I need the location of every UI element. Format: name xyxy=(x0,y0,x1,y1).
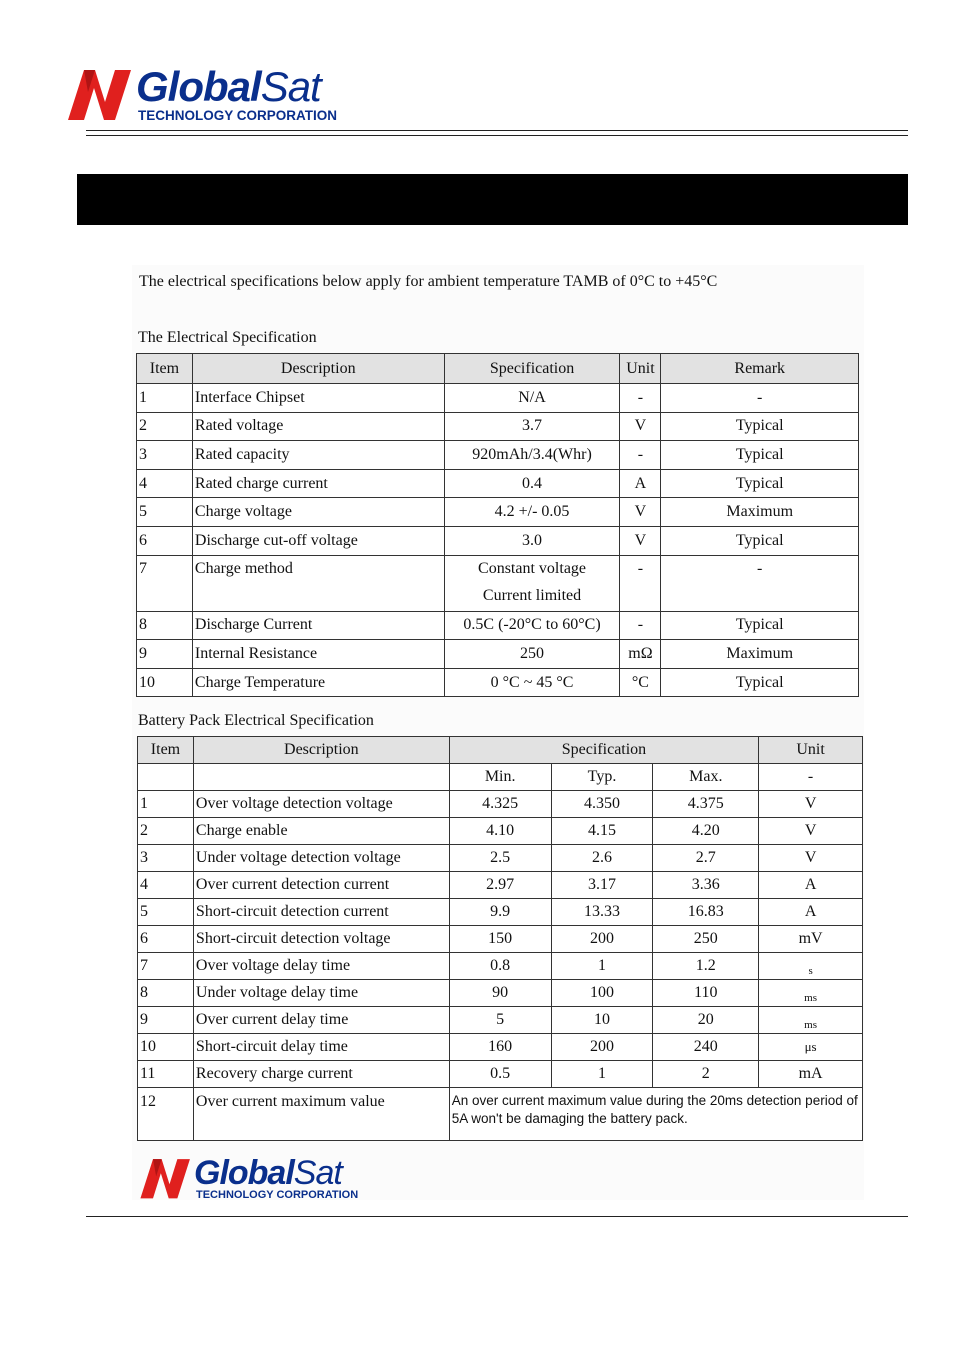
table-subheader-row xyxy=(138,764,863,791)
cell-description: Charge method xyxy=(192,555,444,611)
cell-description: Under voltage delay time xyxy=(193,980,449,1007)
spec-line-2: Current limited xyxy=(482,586,582,604)
table-row xyxy=(137,668,859,697)
cell-specification: 0.5C (-20°C to 60°C) xyxy=(444,611,620,640)
cell-specification: 3.7 xyxy=(444,412,620,441)
cell-description: Discharge Current xyxy=(192,611,444,640)
cell-min: 2.97 xyxy=(449,872,551,899)
cell-description: Short-circuit delay time xyxy=(193,1034,449,1061)
cell-max: 110 xyxy=(653,980,759,1007)
cell-unit: °C xyxy=(620,668,661,697)
cell-description: Short-circuit detection current xyxy=(193,899,449,926)
cell-specification: 0.4 xyxy=(444,469,620,498)
table-row xyxy=(138,899,863,926)
header-logo xyxy=(64,63,338,123)
brand-subtitle: TECHNOLOGY CORPORATION xyxy=(138,108,338,123)
table-row xyxy=(137,384,859,413)
cell-specification: 250 xyxy=(444,640,620,669)
cell-min: 150 xyxy=(449,926,551,953)
cell-item: 7 xyxy=(138,953,194,980)
cell-item: 10 xyxy=(138,1034,194,1061)
cell-unit: - xyxy=(620,555,661,611)
cell-item: 2 xyxy=(137,412,193,441)
cell-remark: Maximum xyxy=(661,640,859,669)
cell-unit: V xyxy=(620,526,661,555)
brand-name-bold: Global xyxy=(136,63,261,110)
cell-description: Rated voltage xyxy=(192,412,444,441)
cell-min: 160 xyxy=(449,1034,551,1061)
header-remark: Remark xyxy=(661,354,859,384)
cell-item: 6 xyxy=(138,926,194,953)
cell-empty xyxy=(193,764,449,791)
cell-min: 4.325 xyxy=(449,791,551,818)
cell-typ: 200 xyxy=(551,1034,653,1061)
cell-remark: Typical xyxy=(661,441,859,470)
cell-max: 20 xyxy=(653,1007,759,1034)
cell-typ: 1 xyxy=(551,953,653,980)
cell-item: 4 xyxy=(137,469,193,498)
cell-description: Over voltage delay time xyxy=(193,953,449,980)
cell-unit: - xyxy=(620,441,661,470)
table-row xyxy=(137,498,859,527)
electrical-spec-caption: The Electrical Specification xyxy=(138,329,317,346)
cell-typ: 2.6 xyxy=(551,845,653,872)
cell-remark: - xyxy=(661,384,859,413)
table-row xyxy=(137,412,859,441)
cell-min: 5 xyxy=(449,1007,551,1034)
header-specification: Specification xyxy=(444,354,620,384)
cell-item: 8 xyxy=(137,611,193,640)
cell-description: Over current maximum value xyxy=(193,1088,449,1141)
cell-unit: A xyxy=(620,469,661,498)
cell-item: 6 xyxy=(137,526,193,555)
cell-max: 2 xyxy=(653,1061,759,1088)
cell-item: 1 xyxy=(137,384,193,413)
cell-unit: μs xyxy=(759,1034,863,1061)
cell-max: 4.375 xyxy=(653,791,759,818)
footer-logo xyxy=(136,1156,358,1201)
cell-unit: ms xyxy=(759,980,863,1007)
battery-spec-table xyxy=(137,736,863,1141)
cell-item: 4 xyxy=(138,872,194,899)
cell-item: 2 xyxy=(138,818,194,845)
cell-typ: 1 xyxy=(551,1061,653,1088)
subheader-unit: - xyxy=(759,764,863,791)
header-unit: Unit xyxy=(759,737,863,764)
intro-text: The electrical specifications below apply for ambient temperature TAMB of 0°C to +45°C xyxy=(139,273,718,290)
cell-item: 1 xyxy=(138,791,194,818)
cell-min: 9.9 xyxy=(449,899,551,926)
cell-unit: ms xyxy=(759,1007,863,1034)
cell-description: Interface Chipset xyxy=(192,384,444,413)
cell-min: 90 xyxy=(449,980,551,1007)
cell-max: 4.20 xyxy=(653,818,759,845)
cell-item: 11 xyxy=(138,1061,194,1088)
cell-unit: V xyxy=(620,412,661,441)
cell-specification: 920mAh/3.4(Whr) xyxy=(444,441,620,470)
header-specification: Specification xyxy=(449,737,758,764)
cell-unit: V xyxy=(759,791,863,818)
cell-item: 12 xyxy=(138,1088,194,1141)
cell-item: 7 xyxy=(137,555,193,611)
table-row xyxy=(137,640,859,669)
footer-divider xyxy=(86,1216,908,1217)
cell-unit: V xyxy=(759,818,863,845)
battery-spec-caption: Battery Pack Electrical Specification xyxy=(138,712,374,729)
table-row xyxy=(138,845,863,872)
cell-specification xyxy=(444,555,620,611)
cell-unit: A xyxy=(759,899,863,926)
cell-description: Internal Resistance xyxy=(192,640,444,669)
cell-min: 2.5 xyxy=(449,845,551,872)
cell-remark: Typical xyxy=(661,412,859,441)
table-row xyxy=(138,953,863,980)
section-title-bar xyxy=(77,174,908,225)
spec-line-1: Constant voltage xyxy=(478,559,587,577)
table-row xyxy=(137,526,859,555)
table-row xyxy=(138,818,863,845)
cell-unit: mA xyxy=(759,1061,863,1088)
cell-description: Over current detection current xyxy=(193,872,449,899)
cell-item: 3 xyxy=(137,441,193,470)
brand-name-light: Sat xyxy=(293,1154,342,1192)
cell-note: An over current maximum value during the 20ms detection period of 5A won't be damaging the battery pack. xyxy=(449,1088,862,1141)
cell-min: 0.5 xyxy=(449,1061,551,1088)
cell-description: Short-circuit detection voltage xyxy=(193,926,449,953)
cell-unit: - xyxy=(620,384,661,413)
table-row xyxy=(138,872,863,899)
cell-description: Charge enable xyxy=(193,818,449,845)
cell-max: 1.2 xyxy=(653,953,759,980)
cell-typ: 4.15 xyxy=(551,818,653,845)
table-row xyxy=(138,791,863,818)
table-header-row xyxy=(138,737,863,764)
cell-description: Over voltage detection voltage xyxy=(193,791,449,818)
table-row xyxy=(137,611,859,640)
table-row xyxy=(138,1088,863,1141)
cell-item: 8 xyxy=(138,980,194,1007)
brand-subtitle: TECHNOLOGY CORPORATION xyxy=(196,1189,359,1201)
header-unit: Unit xyxy=(620,354,661,384)
cell-item: 9 xyxy=(137,640,193,669)
cell-typ: 3.17 xyxy=(551,872,653,899)
cell-unit: V xyxy=(759,845,863,872)
cell-item: 3 xyxy=(138,845,194,872)
subheader-min: Min. xyxy=(449,764,551,791)
cell-empty xyxy=(138,764,194,791)
cell-specification: 0 °C ~ 45 °C xyxy=(444,668,620,697)
cell-unit: s xyxy=(759,953,863,980)
cell-specification: 3.0 xyxy=(444,526,620,555)
header-item: Item xyxy=(138,737,194,764)
cell-unit: A xyxy=(759,872,863,899)
cell-remark: Typical xyxy=(661,668,859,697)
cell-description: Rated charge current xyxy=(192,469,444,498)
cell-description: Rated capacity xyxy=(192,441,444,470)
table-row xyxy=(137,441,859,470)
subheader-typ: Typ. xyxy=(551,764,653,791)
globalsat-logo-icon xyxy=(136,1156,192,1200)
header-item: Item xyxy=(137,354,193,384)
subheader-max: Max. xyxy=(653,764,759,791)
table-row xyxy=(138,1007,863,1034)
cell-remark: Typical xyxy=(661,526,859,555)
cell-item: 5 xyxy=(137,498,193,527)
electrical-spec-table xyxy=(136,353,859,697)
cell-remark: Maximum xyxy=(661,498,859,527)
cell-description: Discharge cut-off voltage xyxy=(192,526,444,555)
brand-name-bold: Global xyxy=(194,1154,294,1192)
cell-typ: 10 xyxy=(551,1007,653,1034)
cell-typ: 13.33 xyxy=(551,899,653,926)
cell-typ: 200 xyxy=(551,926,653,953)
cell-remark: - xyxy=(661,555,859,611)
header-description: Description xyxy=(192,354,444,384)
cell-min: 4.10 xyxy=(449,818,551,845)
cell-item: 9 xyxy=(138,1007,194,1034)
cell-item: 10 xyxy=(137,668,193,697)
cell-description: Under voltage detection voltage xyxy=(193,845,449,872)
cell-unit: - xyxy=(620,611,661,640)
cell-item: 5 xyxy=(138,899,194,926)
cell-unit: mΩ xyxy=(620,640,661,669)
cell-description: Over current delay time xyxy=(193,1007,449,1034)
cell-max: 240 xyxy=(653,1034,759,1061)
cell-remark: Typical xyxy=(661,611,859,640)
cell-unit: V xyxy=(620,498,661,527)
table-row xyxy=(138,1034,863,1061)
cell-max: 16.83 xyxy=(653,899,759,926)
cell-specification: N/A xyxy=(444,384,620,413)
cell-description: Recovery charge current xyxy=(193,1061,449,1088)
cell-min: 0.8 xyxy=(449,953,551,980)
header-description: Description xyxy=(193,737,449,764)
cell-typ: 100 xyxy=(551,980,653,1007)
brand-name-light: Sat xyxy=(260,63,321,110)
table-row xyxy=(137,555,859,611)
cell-max: 2.7 xyxy=(653,845,759,872)
cell-max: 3.36 xyxy=(653,872,759,899)
globalsat-logo-icon xyxy=(64,66,132,122)
table-row xyxy=(137,469,859,498)
cell-description: Charge voltage xyxy=(192,498,444,527)
cell-unit: mV xyxy=(759,926,863,953)
header-divider xyxy=(86,130,908,136)
cell-remark: Typical xyxy=(661,469,859,498)
table-header-row xyxy=(137,354,859,384)
table-row xyxy=(138,926,863,953)
cell-typ: 4.350 xyxy=(551,791,653,818)
table-row xyxy=(138,1061,863,1088)
table-row xyxy=(138,980,863,1007)
cell-description: Charge Temperature xyxy=(192,668,444,697)
cell-specification: 4.2 +/- 0.05 xyxy=(444,498,620,527)
cell-max: 250 xyxy=(653,926,759,953)
